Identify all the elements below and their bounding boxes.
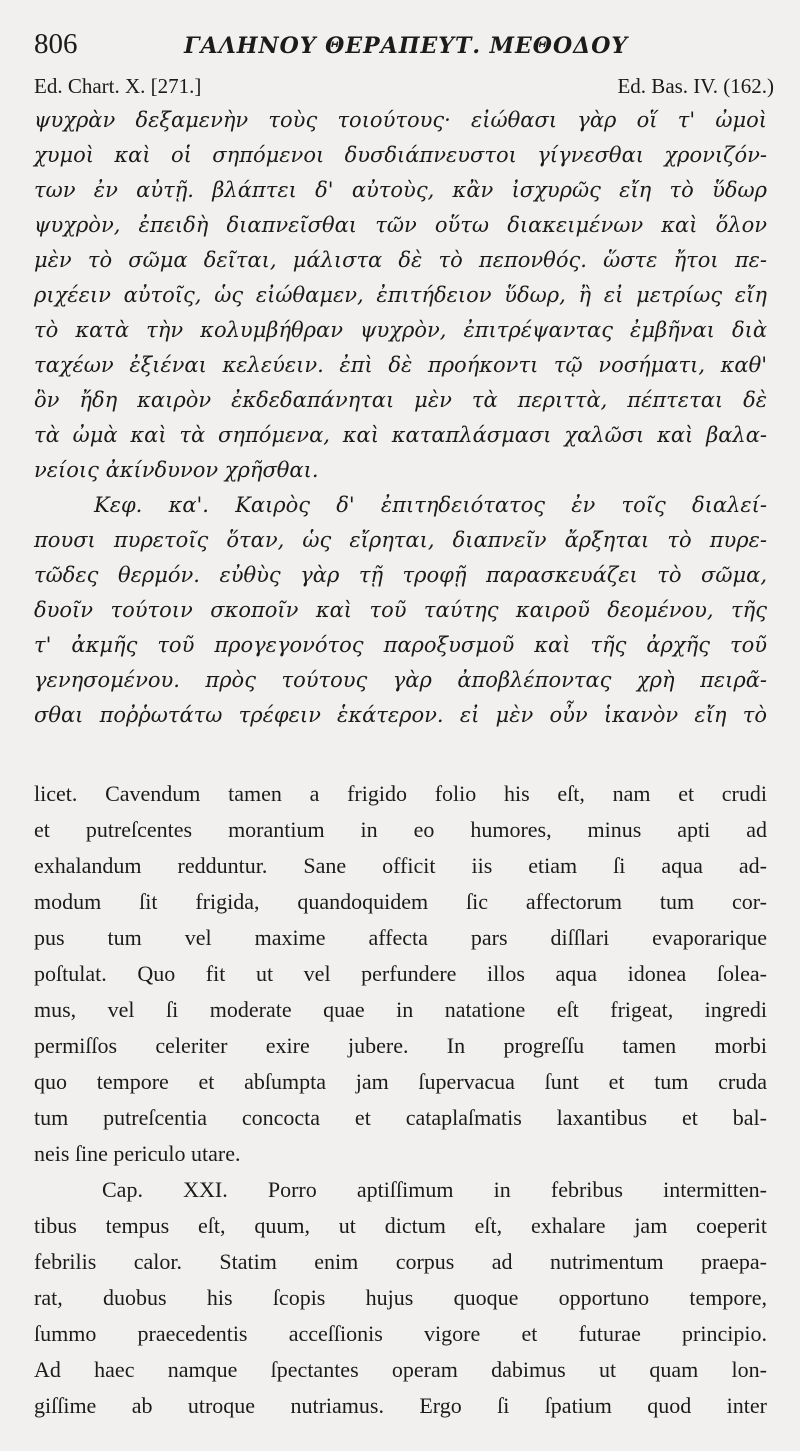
greek-line: σθαι ποῤῥωτάτω τρέφειν ἑκάτερον. εἰ μὲν οὖν ἱκανὸν εἴη τὸ [34,703,767,727]
latin-line: neis ſine periculo utare. [34,1141,241,1166]
greek-line: νείοις ἀκίνδυνον χρῆσθαι. [34,458,319,482]
latin-text-block [34,776,767,1424]
greek-line: πουσι πυρετοῖς ὅταν, ὡς εἴρηται, διαπνεῖν ἄρξηται τὸ πυρε- [34,528,767,552]
greek-line: γενησομένου. πρὸς τούτους γὰρ ἀποβλέποντας χρὴ πειρᾶ- [34,668,767,692]
greek-chapter-heading-line: Κεφ. κα'. Καιρὸς δ' ἐπιτηδειότατος ἐν τοῖς διαλεί- [94,493,767,517]
latin-line: quo tempore et abſumpta jam ſupervacua ſunt et tum cruda [34,1069,767,1094]
greek-line: τὸ κατὰ τὴν κολυμβήθραν ψυχρὸν, ἐπιτρέψαντας ἐμβῆναι διὰ [34,318,767,342]
latin-line: exhalandum redduntur. Sane officit iis etiam ſi aqua ad- [34,853,767,878]
page-number: 806 [34,28,78,60]
greek-line: τ' ἀκμῆς τοῦ προγεγονότος παροξυσμοῦ καὶ τῆς ἀρχῆς τοῦ [34,633,767,657]
greek-line: των ἐν αὐτῇ. βλάπτει δ' αὐτοὺς, κἂν ἰσχυρῶς εἴη τὸ ὕδωρ [34,178,767,202]
greek-line: μὲν τὸ σῶμα δεῖται, μάλιστα δὲ τὸ πεπονθός. ὥστε ἤτοι πε- [34,248,767,272]
latin-line: giſſime ab utroque nutriamus. Ergo ſi ſpatium quod inter [34,1393,767,1418]
latin-line: mus, vel ſi moderate quae in natatione eſt frigeat, ingredi [34,997,767,1022]
latin-chapter-heading-line: Cap. XXI. Porro aptiſſimum in febribus intermitten- [102,1177,767,1202]
greek-line: ψυχρὰν δεξαμενὴν τοὺς τοιούτους· εἰώθασι γὰρ οἵ τ' ὠμοὶ [34,108,767,132]
latin-line: permiſſos celeriter exire jubere. In progreſſu tamen morbi [34,1033,767,1058]
greek-line: ψυχρὸν, ἐπειδὴ διαπνεῖσθαι τῶν οὕτω διακειμένων καὶ ὅλον [34,213,767,237]
latin-line: poſtulat. Quo fit ut vel perfundere illos aqua idonea ſolea- [34,961,767,986]
edition-ref-bas: Ed. Bas. IV. (162.) [617,74,774,98]
edition-ref-chart: Ed. Chart. X. [271.] [34,74,202,98]
greek-line: ριχέειν αὐτοῖς, ὡς εἰώθαμεν, ἐπιτήδειον ὕδωρ, ἢ εἰ μετρίως εἴη [34,283,767,307]
page-header [34,28,774,68]
running-title: ΓΑΛΗΝΟΥ ΘΕΡΑΠΕΥΤ. ΜΕΘΟΔΟΥ [184,33,629,59]
latin-line: Ad haec namque ſpectantes operam dabimus ut quam lon- [34,1357,767,1382]
latin-line: pus tum vel maxime affecta pars diſſlari evaporarique [34,925,767,950]
greek-line: ὃν ἤδη καιρὸν ἐκδεδαπάνηται μὲν τὰ περιττὰ, πέπτεται δὲ [34,388,767,412]
latin-line: et putreſcentes morantium in eo humores, minus apti ad [34,817,767,842]
greek-line: δυοῖν τούτοιν σκοποῖν καὶ τοῦ ταύτης καιροῦ δεομένου, τῆς [34,598,767,622]
greek-text-block [34,103,767,733]
greek-line: τῶδες θερμόν. εὐθὺς γὰρ τῇ τροφῇ παρασκευάζει τὸ σῶμα, [34,563,767,587]
greek-line: τὰ ὠμὰ καὶ τὰ σηπόμενα, καὶ καταπλάσμασι χαλῶσι καὶ βαλα- [34,423,767,447]
latin-line: modum ſit frigida, quandoquidem ſic affectorum tum cor- [34,889,767,914]
latin-line: licet. Cavendum tamen a frigido folio his eſt, nam et crudi [34,781,767,806]
latin-line: tibus tempus eſt, quum, ut dictum eſt, exhalare jam coeperit [34,1213,767,1238]
greek-line: ταχέων ἐξιέναι κελεύειν. ἐπὶ δὲ προήκοντι τῷ νοσήματι, καθ' [34,353,767,377]
latin-line: tum putreſcentia concocta et cataplaſmatis laxantibus et bal- [34,1105,767,1130]
latin-line: febrilis calor. Statim enim corpus ad nutrimentum praepa- [34,1249,767,1274]
latin-line: ſummo praecedentis acceſſionis vigore et futurae principio. [34,1321,767,1346]
edition-references [34,74,774,104]
greek-line: χυμοὶ καὶ οἱ σηπόμενοι δυσδιάπνευστοι γίγνεσθαι χρονιζόν- [34,143,767,167]
latin-line: rat, duobus his ſcopis hujus quoque opportuno tempore, [34,1285,767,1310]
